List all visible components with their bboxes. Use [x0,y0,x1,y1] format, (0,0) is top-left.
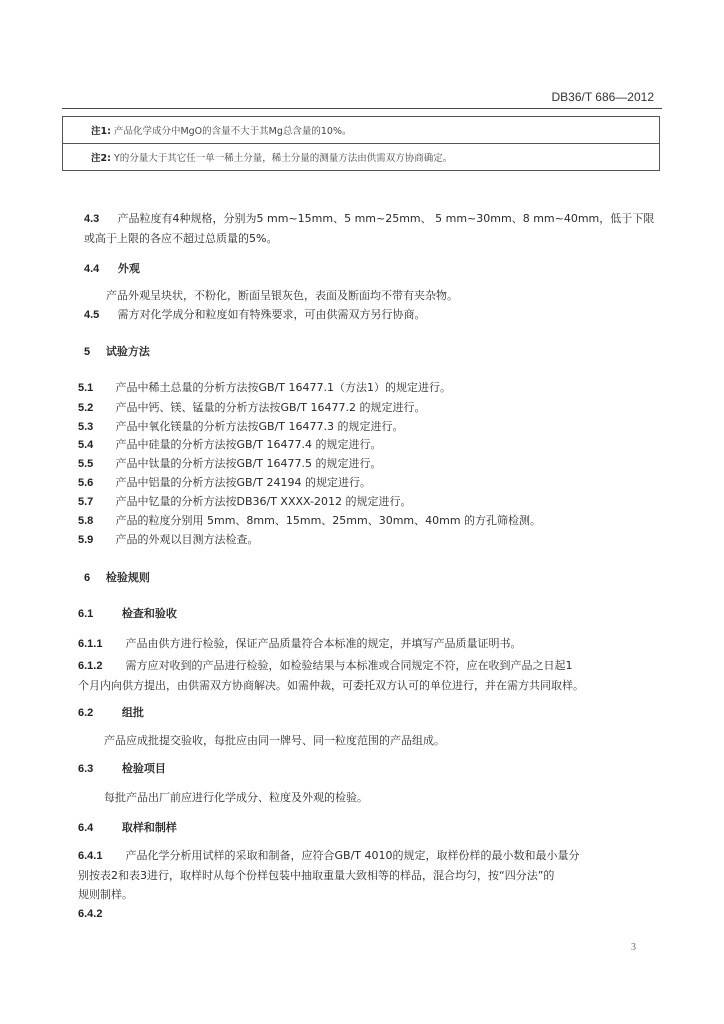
section-4-4-heading [84,262,140,276]
clause-number: 5.8 [78,515,94,527]
note-row [63,144,660,171]
standard-code: DB36/T 686—2012 [551,90,654,104]
section-5-heading [84,345,150,359]
clause-number: 5.7 [78,496,94,508]
clause-5-6 [78,476,371,490]
section-6-4-heading [78,821,177,835]
clause-number: 5.4 [78,439,94,451]
clause-number: 5.3 [78,421,94,433]
note-label: 注2: [91,153,111,164]
clause-text: 产品中稀土总量的分析方法按GB/T 16477.1（方法1）的规定进行。 [115,381,451,394]
clause-text: 产品中钙、镁、锰量的分析方法按GB/T 16477.2 的规定进行。 [115,401,426,414]
clause-text: 产品由供方进行检验，保证产品质量符合本标准的规定，并填写产品质量证明书。 [125,637,522,650]
clause-text: 需方对化学成分和粒度如有特殊要求，可由供需双方另行协商。 [117,308,426,321]
section-number: 6.3 [78,763,94,775]
clause-text: 产品中钛量的分析方法按GB/T 16477.5 的规定进行。 [115,457,382,470]
section-title: 组批 [121,706,144,719]
clause-6-1-2 [78,659,573,673]
clause-text: 产品中钇量的分析方法按DB36/T XXXX-2012 的规定进行。 [115,495,412,508]
note-text: 产品化学成分中MgO的含量不大于其Mg总含量的10%。 [113,126,352,137]
note-cell [63,144,660,171]
clause-6-4-1-cont: 别按表2和表3进行，取样时从每个份样包装中抽取重量大致相等的样品，混合均匀，按“四分法”的 [78,869,555,882]
section-6-2-heading [78,706,144,720]
clause-text: 产品化学分析用试样的采取和制备，应符合GB/T 4010的规定，取样份样的最小数和最小量分 [125,849,580,862]
clause-4-3 [84,212,654,226]
section-number: 6.1 [78,608,94,620]
clause-5-1 [78,381,451,395]
section-title: 检验项目 [121,762,166,775]
clause-6-4-1 [78,849,579,863]
clause-number: 6.1.1 [78,638,103,650]
section-title: 检验规则 [105,571,150,584]
clause-6-1-1 [78,637,522,651]
clause-5-3 [78,420,403,434]
clause-number: 6.4.1 [78,850,103,862]
clause-number: 5.1 [78,382,94,394]
clause-5-4 [78,438,381,452]
clause-text: 产品粒度有4种规格，分别为5 mm~15mm、5 mm~25mm、 5 mm~30mm、8 mm~40mm，低于下限 [117,212,655,225]
clause-number: 5.5 [78,458,94,470]
section-title: 外观 [117,262,140,275]
section-title: 检查和验收 [121,607,177,620]
section-title: 试验方法 [105,345,150,358]
section-4-4-body: 产品外观呈块状，不粉化，断面呈银灰色，表面及断面均不带有夹杂物。 [106,289,458,302]
clause-4-5 [84,308,426,322]
section-number: 6 [84,572,91,584]
clause-text: 产品中铝量的分析方法按GB/T 24194 的规定进行。 [115,476,371,489]
clause-6-4-1-cont: 规则制样。 [78,888,133,901]
clause-text: 产品的粒度分别用 5mm、8mm、15mm、25mm、30mm、40mm 的方孔筛检测。 [115,514,542,527]
clause-text: 产品的外观以目测方法检查。 [115,533,259,546]
clause-text: 产品中硅量的分析方法按GB/T 16477.4 的规定进行。 [115,438,382,451]
clause-5-7 [78,495,412,509]
note-label: 注1: [91,126,111,137]
clause-5-5 [78,457,381,471]
page-number: 3 [631,942,636,953]
note-cell [63,117,660,144]
section-6-1-heading [78,607,177,621]
clause-5-2 [78,401,425,415]
clause-text: 产品中氧化镁量的分析方法按GB/T 16477.3 的规定进行。 [115,420,404,433]
clause-number: 6.4.2 [78,908,103,920]
section-6-heading [84,571,150,585]
clause-5-8 [78,514,541,528]
clause-number: 4.3 [84,213,100,225]
section-number: 6.4 [78,822,94,834]
clause-number: 5.6 [78,477,94,489]
clause-number: 5.2 [78,402,94,414]
section-number: 5 [84,346,91,358]
notes-table [62,116,660,171]
clause-text: 需方应对收到的产品进行检验，如检验结果与本标准或合同规定不符，应在收到产品之日起1 [125,659,573,672]
section-number: 6.2 [78,707,94,719]
clause-number: 5.9 [78,534,94,546]
note-row [63,117,660,144]
note-text: Y的分量大于其它任一单一稀土分量，稀土分量的测量方法由供需双方协商确定。 [113,153,453,164]
section-6-2-body: 产品应成批提交验收，每批应由同一牌号、同一粒度范围的产品组成。 [104,734,445,747]
clause-6-1-2-cont: 个月内向供方提出，由供需双方协商解决。如需仲裁，可委托双方认可的单位进行，并在需方共同取样。 [78,679,584,692]
section-6-3-heading [78,762,166,776]
clause-4-3-cont: 或高于上限的各应不超过总质量的5%。 [84,232,278,245]
section-number: 4.4 [84,263,100,275]
clause-5-9 [78,533,259,547]
clause-number: 6.1.2 [78,660,103,672]
section-title: 取样和制样 [121,821,177,834]
clause-number: 4.5 [84,309,100,321]
clause-6-4-2 [78,907,102,921]
header-rule [62,108,662,109]
section-6-3-body: 每批产品出厂前应进行化学成分、粒度及外观的检验。 [104,791,368,804]
